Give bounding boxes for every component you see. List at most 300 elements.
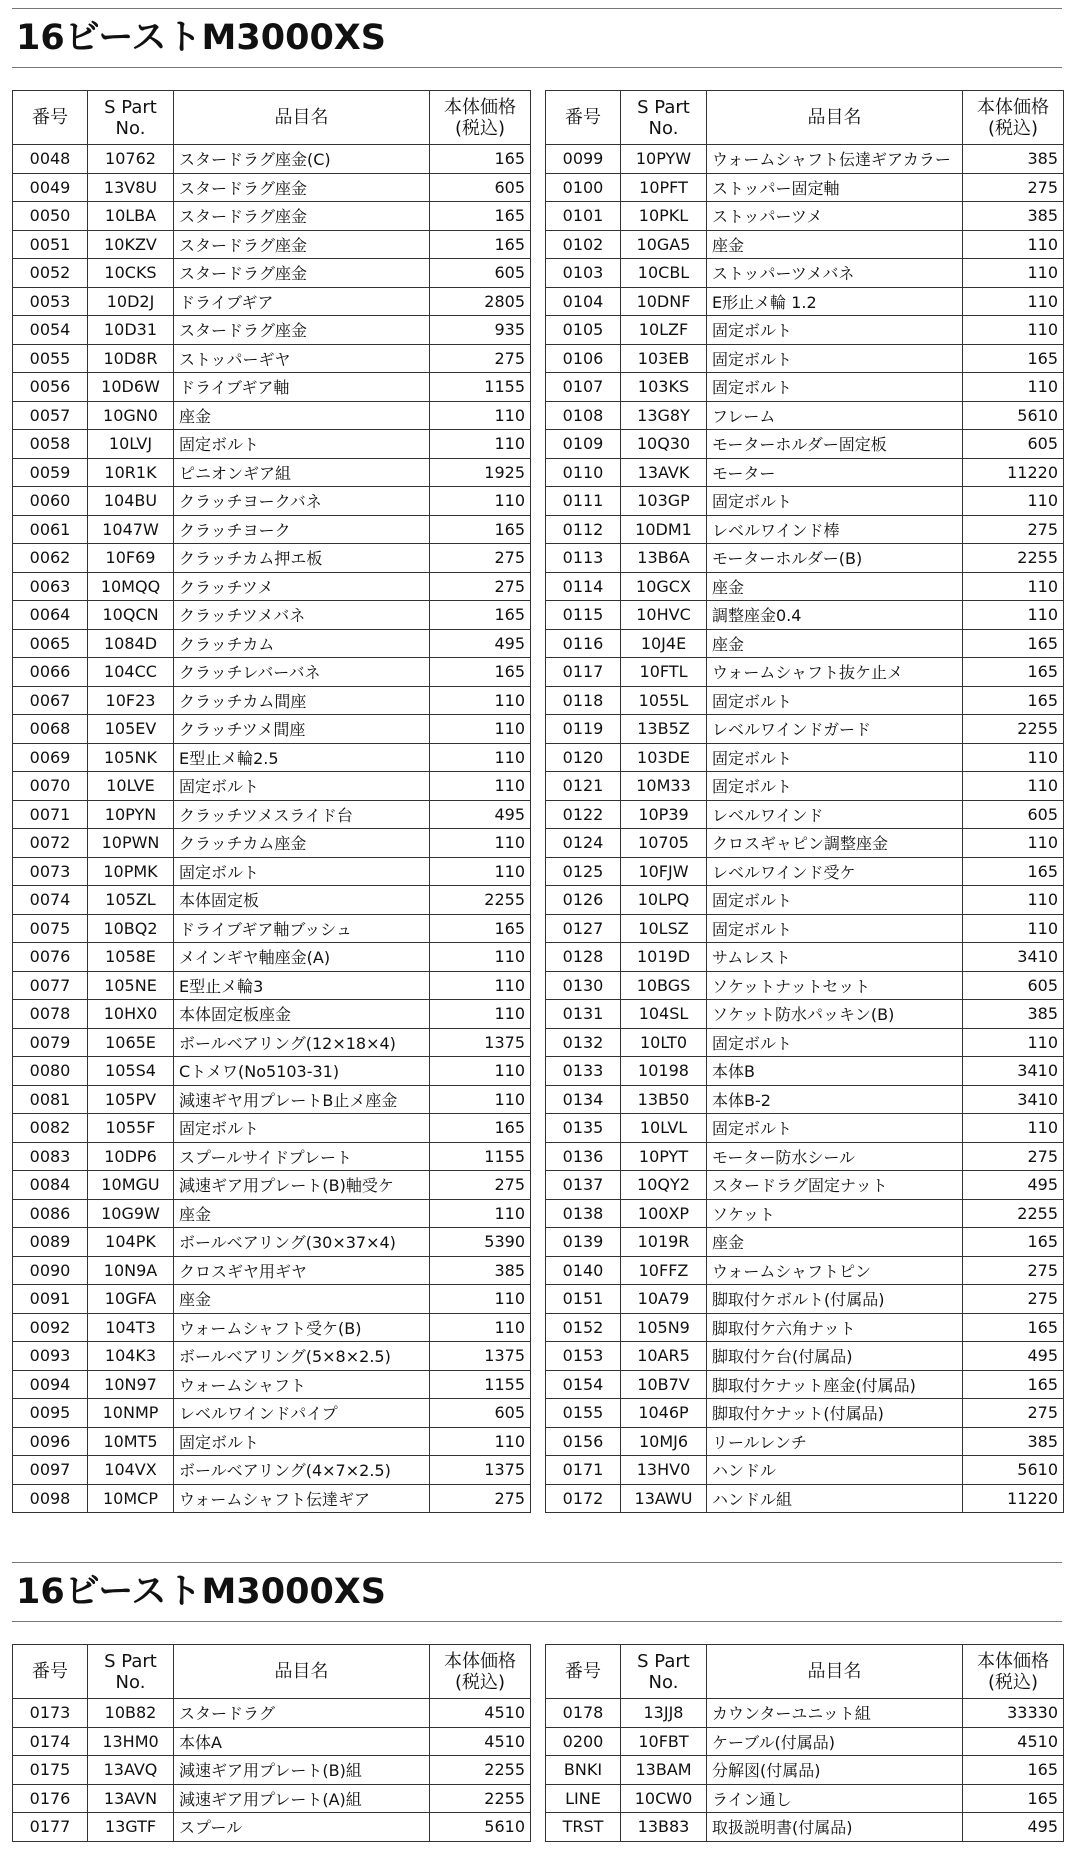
cell-price: 110	[963, 743, 1064, 772]
section-title: 16ビーストM3000XS	[16, 18, 386, 58]
cell-part-no: 10D31	[88, 316, 174, 345]
table-row	[546, 544, 1064, 573]
cell-part-no: 10GCX	[621, 572, 707, 601]
cell-item-name: スタードラグ座金	[174, 316, 430, 345]
table-row	[13, 1727, 531, 1756]
cell-item-no: 0073	[13, 857, 88, 886]
table-row	[546, 1199, 1064, 1228]
cell-price: 110	[430, 857, 531, 886]
cell-item-name: 脚取付ケボルト(付属品)	[707, 1285, 963, 1314]
cell-price: 275	[430, 1171, 531, 1200]
cell-item-no: 0118	[546, 686, 621, 715]
header-name: 品目名	[707, 91, 963, 145]
cell-item-no: 0122	[546, 800, 621, 829]
cell-price: 2255	[963, 544, 1064, 573]
cell-item-no: 0154	[546, 1370, 621, 1399]
cell-item-no: 0095	[13, 1399, 88, 1428]
cell-part-no: 13JJ8	[621, 1699, 707, 1728]
cell-item-name: ソケットナットセット	[707, 971, 963, 1000]
cell-part-no: 10CW0	[621, 1784, 707, 1813]
cell-price: 11220	[963, 458, 1064, 487]
table-row	[13, 715, 531, 744]
cell-item-name: 固定ボルト	[174, 857, 430, 886]
table-row	[546, 886, 1064, 915]
cell-part-no: 10BQ2	[88, 914, 174, 943]
cell-price: 110	[430, 1199, 531, 1228]
cell-price: 275	[963, 1399, 1064, 1428]
cell-item-no: 0059	[13, 458, 88, 487]
table-row	[546, 686, 1064, 715]
cell-item-no: 0112	[546, 515, 621, 544]
cell-item-name: ボールベアリング(30×37×4)	[174, 1228, 430, 1257]
cell-price: 165	[963, 1228, 1064, 1257]
cell-part-no: 104VX	[88, 1456, 174, 1485]
cell-item-name: カウンターユニット組	[707, 1699, 963, 1728]
cell-price: 165	[430, 658, 531, 687]
table-row	[546, 1313, 1064, 1342]
cell-item-name: ストッパーツメバネ	[707, 259, 963, 288]
cell-item-no: 0126	[546, 886, 621, 915]
table-row	[546, 487, 1064, 516]
cell-part-no: 10LT0	[621, 1028, 707, 1057]
cell-part-no: 10LVE	[88, 772, 174, 801]
cell-part-no: 100XP	[621, 1199, 707, 1228]
cell-item-no: 0096	[13, 1427, 88, 1456]
cell-item-name: 本体A	[174, 1727, 430, 1756]
cell-item-name: クラッチカム押エ板	[174, 544, 430, 573]
title-bottom-rule	[12, 1621, 1062, 1622]
cell-item-no: 0132	[546, 1028, 621, 1057]
cell-price: 495	[963, 1342, 1064, 1371]
cell-price: 165	[430, 145, 531, 174]
cell-part-no: 10G9W	[88, 1199, 174, 1228]
cell-price: 110	[430, 943, 531, 972]
cell-part-no: 1084D	[88, 629, 174, 658]
cell-price: 11220	[963, 1484, 1064, 1513]
cell-item-name: クラッチレバーバネ	[174, 658, 430, 687]
table-row	[546, 715, 1064, 744]
cell-item-name: モーター	[707, 458, 963, 487]
cell-item-no: 0152	[546, 1313, 621, 1342]
parts-table-right	[545, 1644, 1064, 1842]
cell-price: 2255	[430, 1756, 531, 1785]
cell-price: 2805	[430, 287, 531, 316]
cell-item-name: E型止メ輪3	[174, 971, 430, 1000]
cell-part-no: 105NK	[88, 743, 174, 772]
cell-part-no: 10J4E	[621, 629, 707, 658]
cell-part-no: 10PYN	[88, 800, 174, 829]
cell-price: 385	[963, 1000, 1064, 1029]
cell-item-name: 減速ギア用プレート(B)組	[174, 1756, 430, 1785]
cell-item-name: 固定ボルト	[707, 914, 963, 943]
cell-item-name: スタードラグ座金	[174, 202, 430, 231]
cell-part-no: 104BU	[88, 487, 174, 516]
cell-item-name: 座金	[174, 401, 430, 430]
parts-table-left	[12, 1644, 531, 1842]
cell-item-no: 0125	[546, 857, 621, 886]
cell-part-no: 10GN0	[88, 401, 174, 430]
cell-item-name: ピニオンギア組	[174, 458, 430, 487]
table-row	[546, 1484, 1064, 1513]
table-row	[13, 458, 531, 487]
table-header-row	[13, 91, 531, 145]
cell-price: 110	[430, 1085, 531, 1114]
cell-item-name: ウォームシャフト抜ケ止メ	[707, 658, 963, 687]
table-row	[546, 259, 1064, 288]
cell-item-name: 固定ボルト	[707, 1114, 963, 1143]
table-row	[546, 1699, 1064, 1728]
header-price	[963, 1645, 1064, 1699]
cell-item-no: 0131	[546, 1000, 621, 1029]
table-row	[13, 886, 531, 915]
table-header-row	[546, 91, 1064, 145]
cell-item-name: ハンドル組	[707, 1484, 963, 1513]
cell-item-no: 0134	[546, 1085, 621, 1114]
cell-price: 605	[430, 173, 531, 202]
cell-price: 110	[430, 1313, 531, 1342]
cell-price: 165	[963, 629, 1064, 658]
cell-item-name: 座金	[707, 629, 963, 658]
cell-item-no: 0072	[13, 829, 88, 858]
cell-item-no: 0093	[13, 1342, 88, 1371]
cell-item-no: 0068	[13, 715, 88, 744]
cell-price: 275	[430, 572, 531, 601]
cell-part-no: 10FTL	[621, 658, 707, 687]
table-row	[13, 401, 531, 430]
header-price-line1: 本体価格	[444, 1650, 516, 1672]
table-row	[546, 971, 1064, 1000]
cell-item-no: 0102	[546, 230, 621, 259]
cell-price: 110	[963, 572, 1064, 601]
table-row	[546, 1228, 1064, 1257]
cell-item-name: 本体固定板座金	[174, 1000, 430, 1029]
cell-item-name: 分解図(付属品)	[707, 1756, 963, 1785]
cell-price: 3410	[963, 1057, 1064, 1086]
cell-part-no: 10FBT	[621, 1727, 707, 1756]
table-row	[546, 857, 1064, 886]
cell-item-no: 0137	[546, 1171, 621, 1200]
cell-item-name: クラッチカム間座	[174, 686, 430, 715]
cell-item-no: 0080	[13, 1057, 88, 1086]
table-row	[13, 1342, 531, 1371]
cell-item-no: BNKI	[546, 1756, 621, 1785]
table-row	[13, 1313, 531, 1342]
cell-part-no: 10MT5	[88, 1427, 174, 1456]
cell-item-no: 0116	[546, 629, 621, 658]
cell-item-no: 0098	[13, 1484, 88, 1513]
cell-item-name: ライン通し	[707, 1784, 963, 1813]
table-row	[546, 1256, 1064, 1285]
cell-item-no: 0056	[13, 373, 88, 402]
cell-item-name: フレーム	[707, 401, 963, 430]
section-title: 16ビーストM3000XS	[16, 1572, 386, 1612]
cell-item-name: 固定ボルト	[707, 1028, 963, 1057]
cell-item-no: 0077	[13, 971, 88, 1000]
table-row	[13, 971, 531, 1000]
cell-item-name: 減速ギア用プレート(B)軸受ケ	[174, 1171, 430, 1200]
table-row	[13, 230, 531, 259]
table-row	[13, 1000, 531, 1029]
cell-item-name: メインギヤ軸座金(A)	[174, 943, 430, 972]
cell-part-no: 10AR5	[621, 1342, 707, 1371]
table-row	[13, 1199, 531, 1228]
table-row	[13, 914, 531, 943]
cell-item-no: 0090	[13, 1256, 88, 1285]
cell-item-no: 0082	[13, 1114, 88, 1143]
cell-part-no: 10LZF	[621, 316, 707, 345]
cell-part-no: 10A79	[621, 1285, 707, 1314]
cell-item-no: 0110	[546, 458, 621, 487]
cell-item-name: 座金	[707, 230, 963, 259]
cell-item-name: ウォームシャフトピン	[707, 1256, 963, 1285]
cell-part-no: 10PWN	[88, 829, 174, 858]
cell-item-name: クラッチカム座金	[174, 829, 430, 858]
cell-item-no: 0055	[13, 344, 88, 373]
cell-part-no: 10N97	[88, 1370, 174, 1399]
cell-item-no: 0178	[546, 1699, 621, 1728]
header-part-line2: No.	[648, 117, 679, 139]
cell-price: 2255	[430, 1784, 531, 1813]
cell-item-no: 0048	[13, 145, 88, 174]
cell-item-name: レベルワインドガード	[707, 715, 963, 744]
cell-price: 110	[430, 1000, 531, 1029]
table-row	[13, 800, 531, 829]
table-row	[546, 1171, 1064, 1200]
table-row	[13, 943, 531, 972]
cell-item-name: 固定ボルト	[707, 316, 963, 345]
cell-item-name: ウォームシャフト伝達ギア	[174, 1484, 430, 1513]
cell-price: 495	[430, 629, 531, 658]
cell-item-name: レベルワインド棒	[707, 515, 963, 544]
table-row	[546, 430, 1064, 459]
cell-item-name: ボールベアリング(4×7×2.5)	[174, 1456, 430, 1485]
cell-item-name: 座金	[174, 1285, 430, 1314]
cell-part-no: 1019D	[621, 943, 707, 972]
cell-item-name: 座金	[707, 1228, 963, 1257]
cell-item-name: 固定ボルト	[707, 373, 963, 402]
cell-item-name: ソケット	[707, 1199, 963, 1228]
cell-part-no: 13G8Y	[621, 401, 707, 430]
cell-part-no: 1047W	[88, 515, 174, 544]
header-part-line1: S Part	[637, 1650, 690, 1672]
cell-price: 5610	[430, 1813, 531, 1842]
cell-item-name: モーターホルダー固定板	[707, 430, 963, 459]
table-row	[13, 772, 531, 801]
table-row	[13, 1228, 531, 1257]
cell-item-no: 0086	[13, 1199, 88, 1228]
cell-price: 1375	[430, 1456, 531, 1485]
table-row	[546, 1085, 1064, 1114]
cell-part-no: 10DNF	[621, 287, 707, 316]
table-row	[13, 629, 531, 658]
cell-item-name: クラッチツメバネ	[174, 601, 430, 630]
table-row	[546, 458, 1064, 487]
cell-item-name: クラッチカム	[174, 629, 430, 658]
cell-part-no: 10MGU	[88, 1171, 174, 1200]
parts-table-right	[545, 90, 1064, 1513]
cell-item-name: ケーブル(付属品)	[707, 1727, 963, 1756]
table-row	[546, 1057, 1064, 1086]
cell-part-no: 10705	[621, 829, 707, 858]
table-row	[546, 1399, 1064, 1428]
cell-price: 110	[963, 886, 1064, 915]
cell-item-name: 固定ボルト	[707, 743, 963, 772]
cell-item-no: 0136	[546, 1142, 621, 1171]
cell-part-no: 10F69	[88, 544, 174, 573]
table-row	[13, 743, 531, 772]
table-row	[546, 1727, 1064, 1756]
cell-item-no: 0075	[13, 914, 88, 943]
cell-price: 605	[963, 800, 1064, 829]
cell-item-name: ソケット防水パッキン(B)	[707, 1000, 963, 1029]
table-row	[546, 1028, 1064, 1057]
cell-item-no: 0121	[546, 772, 621, 801]
cell-item-no: LINE	[546, 1784, 621, 1813]
cell-price: 275	[430, 544, 531, 573]
cell-item-name: スプールサイドプレート	[174, 1142, 430, 1171]
cell-price: 110	[430, 772, 531, 801]
cell-item-no: 0135	[546, 1114, 621, 1143]
cell-item-no: 0074	[13, 886, 88, 915]
cell-item-no: 0124	[546, 829, 621, 858]
cell-part-no: 10B82	[88, 1699, 174, 1728]
cell-item-name: 固定ボルト	[707, 487, 963, 516]
cell-item-no: 0106	[546, 344, 621, 373]
table-row	[546, 1784, 1064, 1813]
cell-price: 605	[963, 430, 1064, 459]
cell-part-no: 10PKL	[621, 202, 707, 231]
cell-part-no: 10198	[621, 1057, 707, 1086]
cell-item-name: 本体B	[707, 1057, 963, 1086]
cell-item-no: 0049	[13, 173, 88, 202]
cell-item-no: 0084	[13, 1171, 88, 1200]
cell-part-no: 10P39	[621, 800, 707, 829]
cell-item-name: クロスギャピン調整座金	[707, 829, 963, 858]
cell-price: 110	[430, 715, 531, 744]
cell-part-no: 10QY2	[621, 1171, 707, 1200]
table-row	[546, 1342, 1064, 1371]
header-part-no	[88, 91, 174, 145]
cell-item-name: 座金	[707, 572, 963, 601]
cell-item-no: 0156	[546, 1427, 621, 1456]
cell-price: 1925	[430, 458, 531, 487]
table-row	[13, 373, 531, 402]
cell-price: 165	[963, 1313, 1064, 1342]
table-row	[546, 1114, 1064, 1143]
cell-price: 605	[963, 971, 1064, 1000]
cell-item-no: 0081	[13, 1085, 88, 1114]
table-row	[546, 202, 1064, 231]
cell-item-name: Cトメワ(No5103-31)	[174, 1057, 430, 1086]
cell-price: 110	[963, 287, 1064, 316]
cell-price: 4510	[963, 1727, 1064, 1756]
table-row	[546, 1000, 1064, 1029]
cell-price: 165	[963, 857, 1064, 886]
cell-item-name: クラッチツメスライド台	[174, 800, 430, 829]
cell-item-name: レベルワインド受ケ	[707, 857, 963, 886]
cell-price: 110	[430, 401, 531, 430]
cell-part-no: 103EB	[621, 344, 707, 373]
header-price-line2: (税込)	[454, 1671, 506, 1693]
cell-part-no: 10D6W	[88, 373, 174, 402]
table-row	[546, 772, 1064, 801]
table-row	[13, 1456, 531, 1485]
cell-price: 110	[430, 829, 531, 858]
cell-price: 165	[963, 658, 1064, 687]
table-row	[13, 430, 531, 459]
parts-tables	[12, 1644, 1064, 1842]
cell-item-name: レベルワインドパイプ	[174, 1399, 430, 1428]
header-part-line2: No.	[648, 1671, 679, 1693]
table-row	[546, 287, 1064, 316]
cell-item-name: 本体B-2	[707, 1085, 963, 1114]
cell-item-name: 脚取付ケ六角ナット	[707, 1313, 963, 1342]
cell-item-no: 0104	[546, 287, 621, 316]
cell-item-name: 固定ボルト	[707, 772, 963, 801]
cell-price: 4510	[430, 1727, 531, 1756]
table-row	[546, 401, 1064, 430]
cell-item-no: 0176	[13, 1784, 88, 1813]
cell-item-no: 0058	[13, 430, 88, 459]
cell-item-no: 0094	[13, 1370, 88, 1399]
cell-price: 495	[430, 800, 531, 829]
cell-part-no: 104T3	[88, 1313, 174, 1342]
parts-section-2	[12, 1562, 1062, 1838]
cell-price: 275	[963, 1142, 1064, 1171]
cell-item-name: 脚取付ケナット(付属品)	[707, 1399, 963, 1428]
cell-item-name: ストッパーツメ	[707, 202, 963, 231]
cell-item-name: 調整座金0.4	[707, 601, 963, 630]
table-row	[546, 230, 1064, 259]
table-row	[546, 173, 1064, 202]
table-row	[13, 487, 531, 516]
cell-item-name: ドライブギア軸ブッシュ	[174, 914, 430, 943]
table-row	[13, 1756, 531, 1785]
header-part-line1: S Part	[104, 96, 157, 118]
table-row	[546, 1427, 1064, 1456]
cell-part-no: 10LVJ	[88, 430, 174, 459]
cell-item-name: 固定ボルト	[174, 430, 430, 459]
cell-part-no: 10KZV	[88, 230, 174, 259]
cell-price: 4510	[430, 1699, 531, 1728]
cell-item-name: スプール	[174, 1813, 430, 1842]
cell-price: 110	[430, 686, 531, 715]
cell-price: 165	[963, 1784, 1064, 1813]
table-row	[13, 1171, 531, 1200]
cell-price: 2255	[963, 1199, 1064, 1228]
cell-price: 165	[430, 1114, 531, 1143]
cell-part-no: 10CBL	[621, 259, 707, 288]
table-row	[13, 145, 531, 174]
header-no: 番号	[546, 1645, 621, 1699]
table-row	[13, 1484, 531, 1513]
cell-item-no: 0171	[546, 1456, 621, 1485]
cell-part-no: 13BAM	[621, 1756, 707, 1785]
cell-item-no: 0174	[13, 1727, 88, 1756]
cell-part-no: 10CKS	[88, 259, 174, 288]
table-row	[546, 1142, 1064, 1171]
parts-tables	[12, 90, 1064, 1513]
cell-item-no: 0101	[546, 202, 621, 231]
table-row	[13, 544, 531, 573]
cell-part-no: 13B83	[621, 1813, 707, 1842]
table-row	[546, 572, 1064, 601]
cell-item-no: 0115	[546, 601, 621, 630]
cell-part-no: 103DE	[621, 743, 707, 772]
header-price-line2: (税込)	[987, 1671, 1039, 1693]
table-row	[546, 316, 1064, 345]
table-row	[546, 914, 1064, 943]
